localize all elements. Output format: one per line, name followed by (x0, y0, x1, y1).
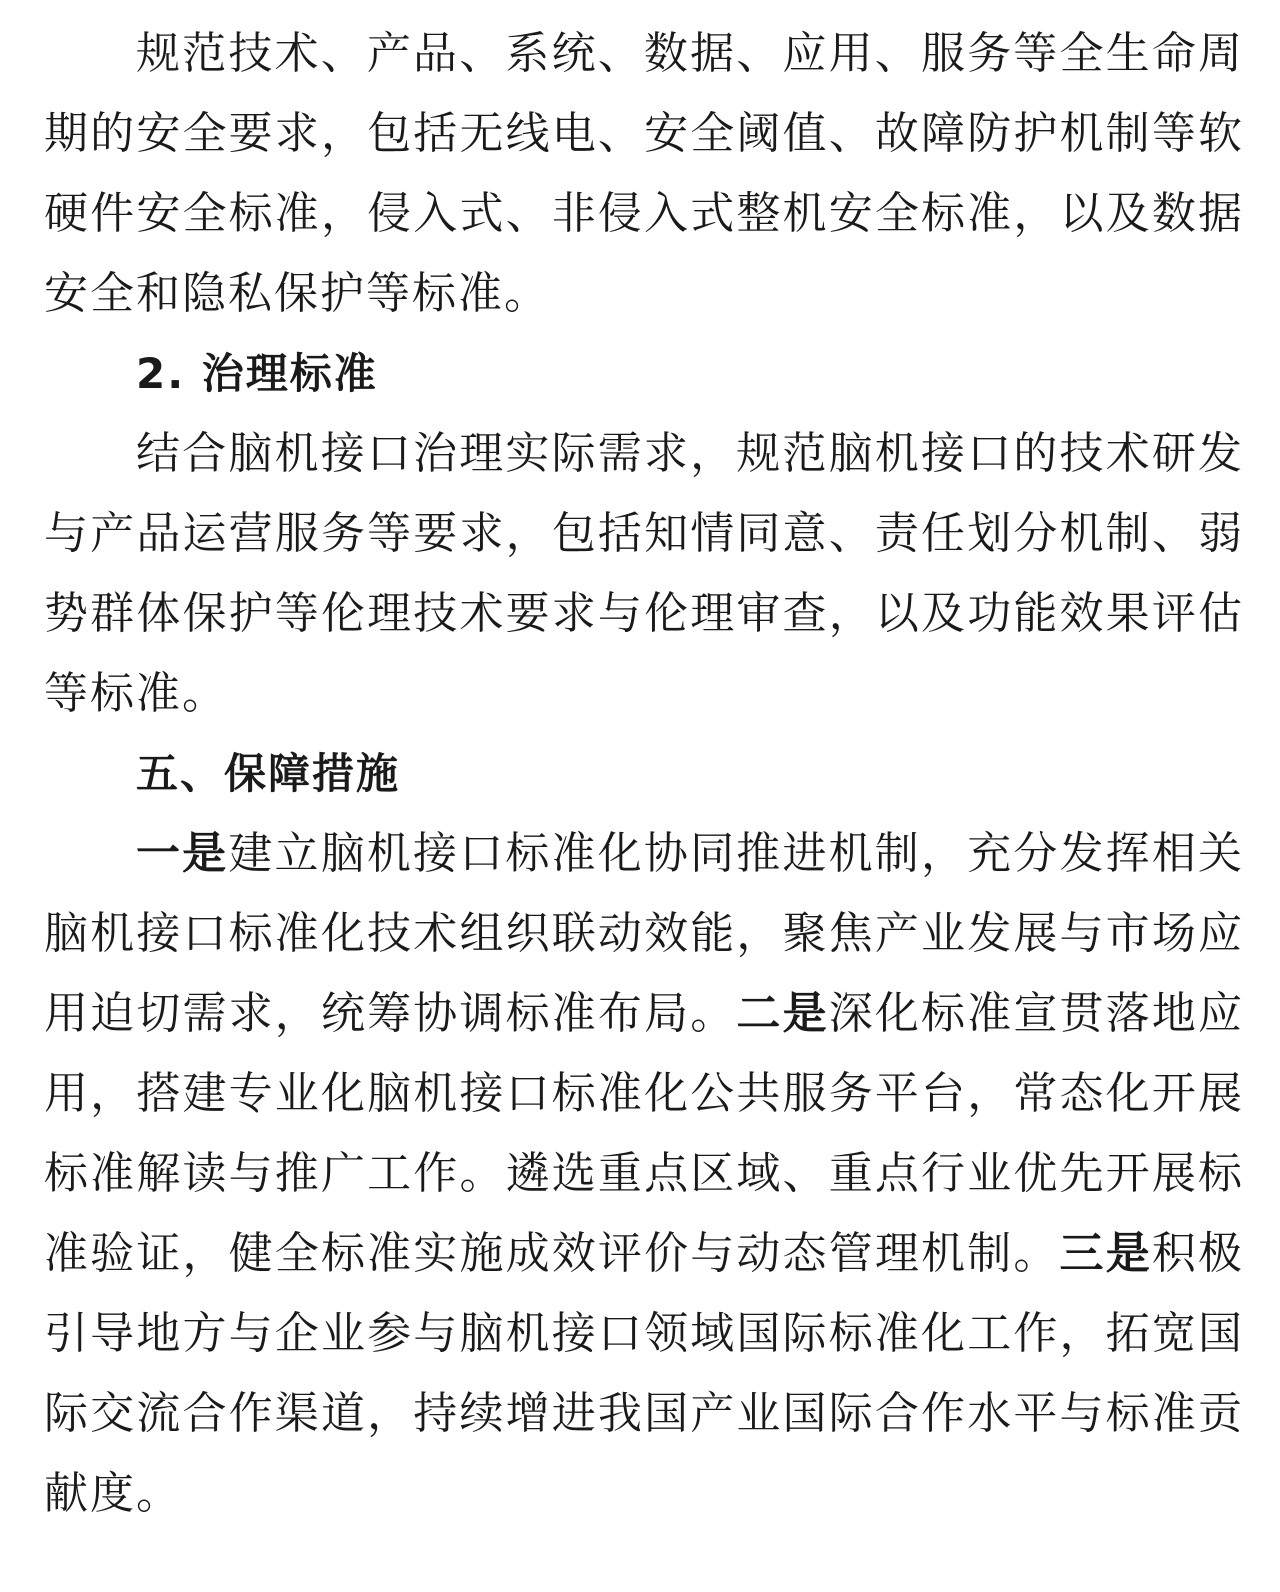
governance-heading: 2. 治理标准 (136, 349, 378, 398)
line-text: 用迫切需求，统筹协调标准布局。 (44, 988, 737, 1039)
lead-phrase-third: 三是 (1059, 1228, 1152, 1279)
paragraph-line: 势群体保护等伦理技术要求与伦理审查，以及功能效果评估 (44, 588, 1244, 639)
paragraph-line: 脑机接口标准化技术组织联动效能，聚焦产业发展与市场应 (44, 908, 1244, 959)
line-text: 准验证，健全标准实施成效评价与动态管理机制。 (44, 1228, 1060, 1279)
line-text: 建立脑机接口标准化协同推进机制，充分发挥相关 (228, 828, 1245, 879)
paragraph-line (44, 974, 1244, 1054)
paragraph-line: 标准解读与推广工作。遴选重点区域、重点行业优先开展标 (44, 1148, 1244, 1199)
security-paragraph (44, 14, 1244, 334)
measures-paragraph (44, 814, 1244, 1534)
paragraph-line: 引导地方与企业参与脑机接口领域国际标准化工作，拓宽国 (44, 1308, 1244, 1359)
measures-heading: 五、保障措施 (136, 749, 401, 798)
paragraph-line: 结合脑机接口治理实际需求，规范脑机接口的技术研发 (136, 428, 1244, 479)
paragraph-line: 硬件安全标准，侵入式、非侵入式整机安全标准，以及数据 (44, 188, 1244, 239)
paragraph-line: 用，搭建专业化脑机接口标准化公共服务平台，常态化开展 (44, 1068, 1244, 1119)
governance-paragraph (44, 414, 1244, 734)
document-page (44, 0, 1244, 1534)
paragraph-line: 规范技术、产品、系统、数据、应用、服务等全生命周 (136, 28, 1244, 79)
lead-phrase-second: 二是 (736, 988, 829, 1039)
paragraph-line (44, 1214, 1244, 1294)
line-text: 深化标准宣贯落地应 (828, 988, 1245, 1039)
paragraph-line: 献度。 (44, 1468, 182, 1519)
paragraph-line: 与产品运营服务等要求，包括知情同意、责任划分机制、弱 (44, 508, 1244, 559)
paragraph-line (44, 814, 1244, 894)
lead-phrase-first: 一是 (136, 828, 229, 879)
paragraph-line: 期的安全要求，包括无线电、安全阈值、故障防护机制等软 (44, 108, 1244, 159)
line-text: 积极 (1151, 1228, 1245, 1279)
paragraph-line: 际交流合作渠道，持续增进我国产业国际合作水平与标准贡 (44, 1388, 1244, 1439)
paragraph-line: 等标准。 (44, 668, 228, 719)
paragraph-line: 安全和隐私保护等标准。 (44, 268, 550, 319)
